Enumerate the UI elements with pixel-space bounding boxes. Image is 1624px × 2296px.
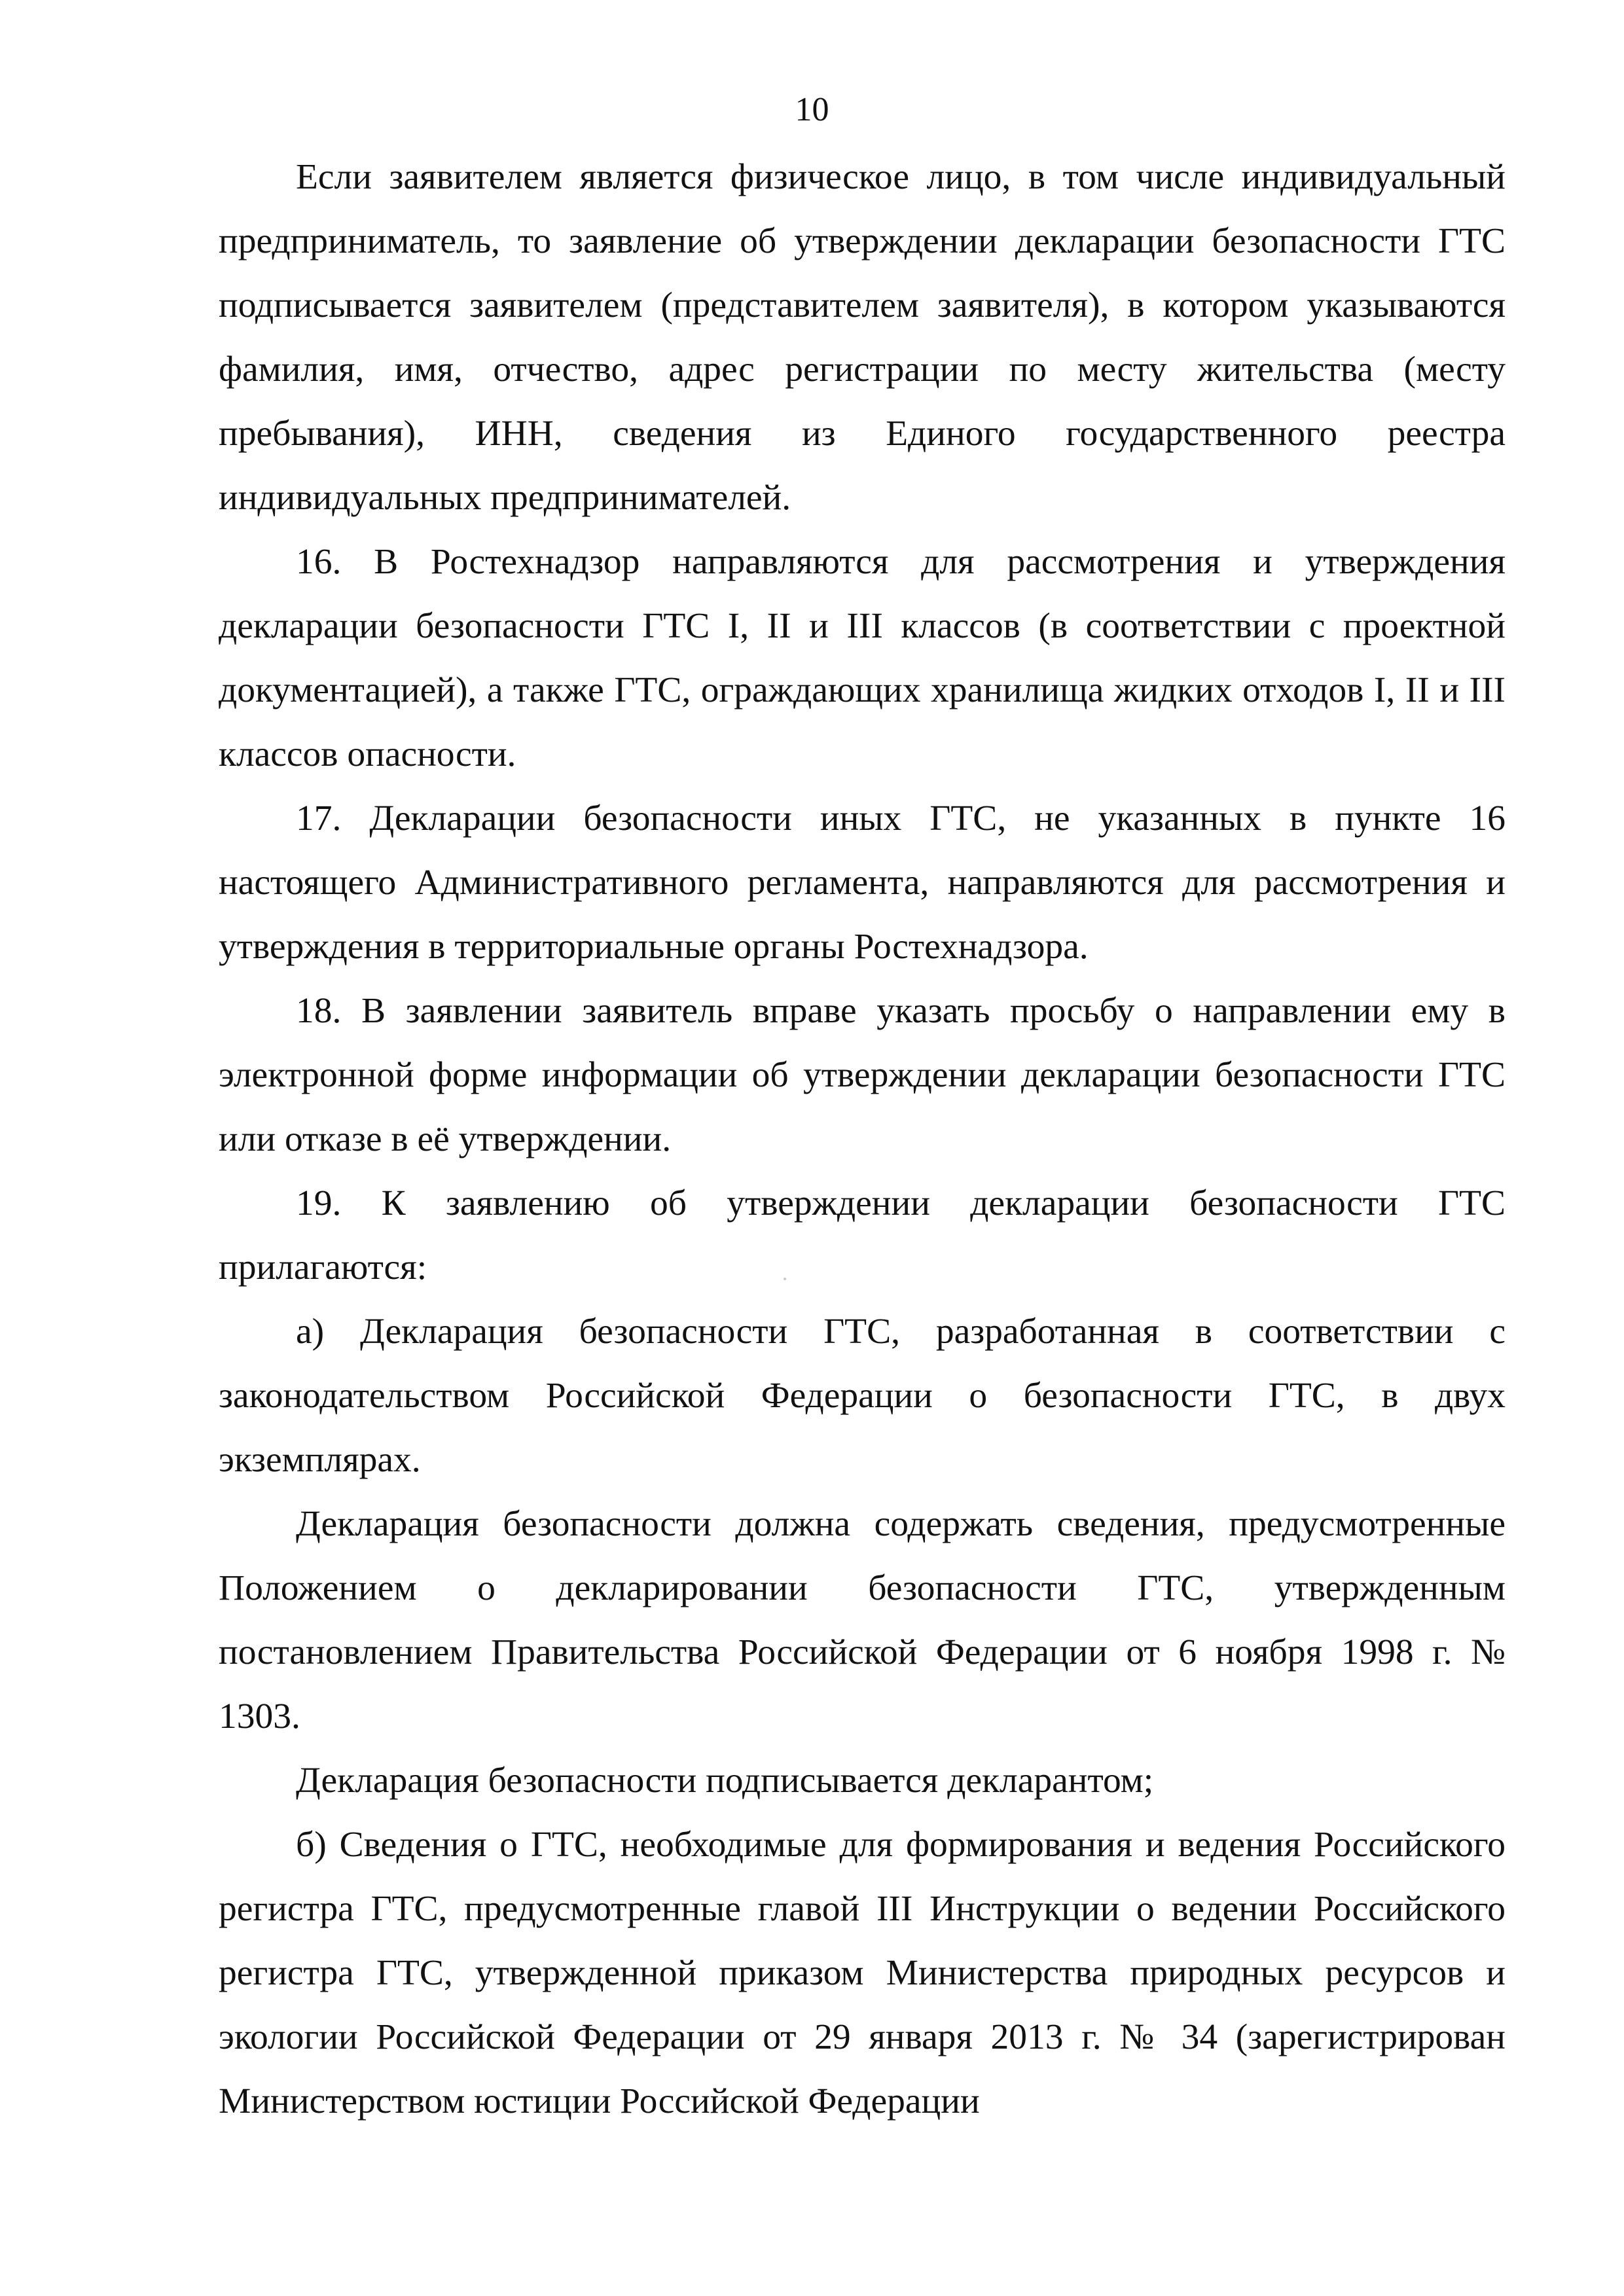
document-body	[219, 145, 1506, 2134]
paragraph-17: 17. Декларации безопасности иных ГТС, не указанных в пункте 16 настоящего Административного регламента, направляются для рассмотрения и утверждения в территориальные органы Ростехнадзора.	[219, 798, 1506, 967]
paragraph-19a: а) Декларация безопасности ГТС, разработанная в соответствии с законодательством Российской Федерации о безопасности ГТС, в двух экземплярах.	[219, 1312, 1506, 1480]
page-number: 10	[795, 91, 829, 128]
paragraph-18: 18. В заявлении заявитель вправе указать просьбу о направлении ему в электронной форме информации об утверждении декларации безопасности ГТС или отказе в её утверждении.	[219, 991, 1506, 1159]
paragraph-16: 16. В Ростехнадзор направляются для рассмотрения и утверждения декларации безопасности ГТС I, II и III классов (в соответствии с проектной документацией), а также ГТС, ограждающих хранилища жидких отходов I, II и III классов опасности.	[219, 542, 1506, 774]
scan-speck	[784, 1278, 786, 1280]
paragraph-19: 19. К заявлению об утверждении декларации безопасности ГТС прилагаются:	[219, 1183, 1506, 1287]
paragraph-individual-applicant: Если заявителем является физическое лицо, в том числе индивидуальный предприниматель, то заявление об утверждении декларации безопасности ГТС подписывается заявителем (представителем заявителя), в котором указываются фамилия, имя, отчество, адрес регистрации по месту жительства (месту пребывания), ИНН, сведения из Единого государственного реестра индивидуальных предпринимателей.	[219, 157, 1506, 518]
paragraph-declaration-content: Декларация безопасности должна содержать сведения, предусмотренные Положением о декларировании безопасности ГТС, утвержденным постановлением Правительства Российской Федерации от 6 ноября 1998 г. № 1303.	[219, 1504, 1506, 1736]
paragraph-declaration-signed: Декларация безопасности подписывается декларантом;	[296, 1761, 1154, 1801]
paragraph-19b: б) Сведения о ГТС, необходимые для формирования и ведения Российского регистра ГТС, предусмотренные главой III Инструкции о ведении Российского регистра ГТС, утвержденной приказом Министерства природных ресурсов и экологии Российской Федерации от 29 января 2013 г. № 34 (зарегистрирован Министерством юстиции Российской Федерации	[219, 1825, 1506, 2121]
